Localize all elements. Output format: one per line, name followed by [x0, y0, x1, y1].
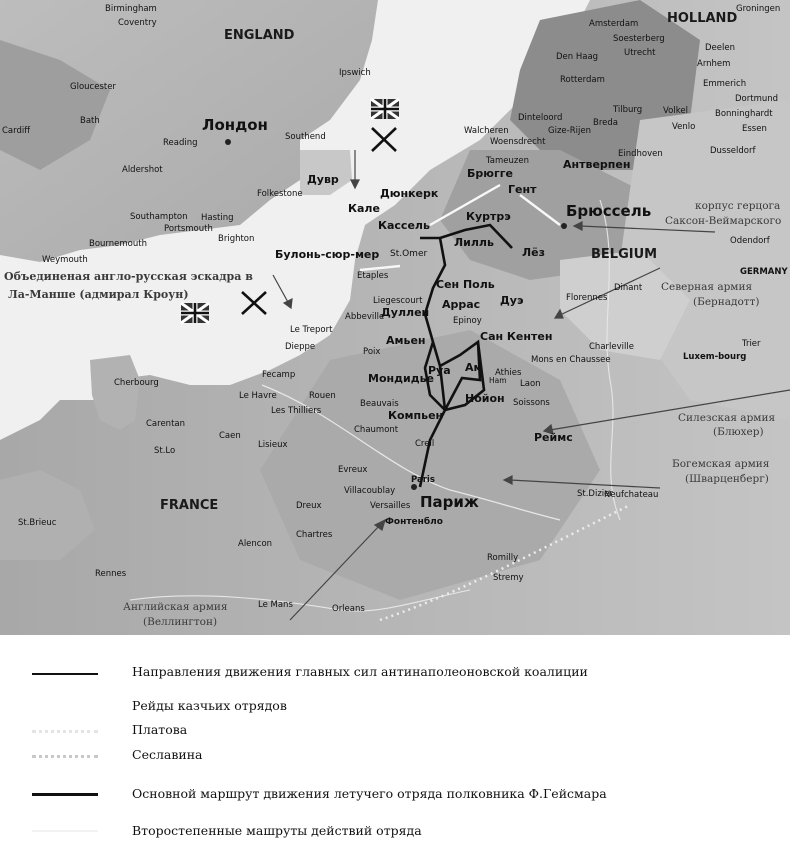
city-saintpol: Сен Поль	[436, 278, 495, 291]
city-small: Reading	[163, 138, 198, 148]
city-reims: Реймс	[534, 431, 573, 444]
city-small: Dusseldorf	[710, 146, 756, 156]
legend	[0, 635, 790, 861]
english-label-line2: (Веллингтон)	[143, 616, 218, 628]
city-small: Villacoublay	[344, 486, 396, 496]
city-calais: Кале	[348, 202, 380, 215]
city-saintquentin: Сан Кентен	[480, 330, 553, 343]
city-small: Venlo	[672, 122, 696, 132]
city-montdidier: Мондидье	[368, 372, 434, 385]
city-lille: Лилль	[454, 236, 494, 249]
legend-text-secondary: Второстепенные машруты действий отряда	[132, 823, 422, 838]
city-small: Weymouth	[42, 255, 88, 265]
city-noyon: Нойон	[465, 392, 505, 405]
city-small: Laon	[520, 379, 541, 389]
city-small: Athies	[495, 368, 522, 378]
city-duez: Дуэ	[500, 294, 524, 307]
legend-text-platov: Платова	[132, 722, 188, 737]
north-label-line2: (Бернадотт)	[693, 296, 760, 308]
legend-text-geismar: Основной маршрут движения летучего отряда полковника Ф.Гейсмара	[132, 786, 607, 801]
english-label-line1: Английская армия	[123, 601, 228, 613]
city-small: Portsmouth	[164, 224, 213, 234]
city-am: Ам	[465, 361, 483, 374]
city-small: Mons en Chaussee	[531, 355, 611, 365]
city-small: Romilly	[487, 553, 519, 563]
city-small: Paris	[411, 475, 435, 485]
city-small: Lisieux	[258, 440, 288, 450]
city-small: Soissons	[513, 398, 550, 408]
city-small: Soesterberg	[613, 34, 665, 44]
union-flag-1	[371, 99, 399, 119]
country-france: FRANCE	[160, 498, 219, 513]
country-belgium: BELGIUM	[591, 247, 658, 262]
city-fontainebleau: Фонтенбло	[385, 517, 443, 527]
city-small: Epinoy	[453, 316, 482, 326]
city-small: Florennes	[566, 293, 608, 303]
city-cassel: Кассель	[378, 219, 430, 232]
city-small: Versailles	[370, 501, 411, 511]
city-small: Southend	[285, 132, 326, 142]
city-compiegne: Компьен	[388, 409, 444, 422]
city-small: Tameuzen	[486, 156, 529, 166]
city-boulogne: Булонь-сюр-мер	[275, 248, 380, 261]
city-small: Le Mans	[258, 600, 293, 610]
city-small: Caen	[219, 431, 241, 441]
city-small: Arnhem	[697, 59, 731, 69]
union-flag-2	[181, 303, 209, 323]
city-small: Luxem-bourg	[683, 352, 747, 362]
city-small: Rouen	[309, 391, 336, 401]
legend-text-main-forces: Направления движения главных сил антинаполеоновской коалиции	[132, 664, 588, 679]
city-small: Southampton	[130, 212, 188, 222]
city-small: Tilburg	[613, 105, 643, 115]
city-small: Dieppe	[285, 342, 316, 352]
country-holland: HOLLAND	[667, 11, 738, 26]
city-london: Лондон	[202, 116, 268, 134]
weimar-label-line1: корпус герцога	[695, 200, 781, 212]
north-label-line1: Северная армия	[661, 281, 753, 293]
city-small: Emmerich	[703, 79, 747, 89]
city-small: Charleville	[589, 342, 634, 352]
city-small: Amsterdam	[589, 19, 639, 29]
city-doullens: Дуллен	[381, 306, 430, 319]
city-small: St.Brieuc	[18, 518, 57, 528]
city-small: Alencon	[238, 539, 273, 549]
city-arras: Аррас	[442, 298, 481, 311]
city-small: Carentan	[146, 419, 185, 429]
city-small: Rotterdam	[560, 75, 605, 85]
city-small: Chartres	[296, 530, 333, 540]
city-lez: Лёз	[522, 246, 545, 259]
fleet-label-line2: Ла-Манше (адмирал Кроун)	[8, 288, 189, 301]
city-small: Rennes	[95, 569, 127, 579]
city-small: Creil	[415, 439, 435, 449]
city-small: Les Thilliers	[271, 406, 322, 416]
city-small: Essen	[742, 124, 767, 134]
city-small: Gloucester	[70, 82, 116, 92]
city-small: Liegescourt	[373, 296, 423, 306]
city-small: Poix	[363, 347, 381, 357]
city-small: Deelen	[705, 43, 735, 53]
city-small: Dortmund	[735, 94, 779, 104]
legend-sample-geismar	[32, 793, 98, 796]
city-small: Beauvais	[360, 399, 399, 409]
silesian-label-line2: (Блюхер)	[713, 426, 764, 438]
city-small: Orleans	[332, 604, 365, 614]
city-small: Folkestone	[257, 189, 303, 199]
city-small: Birmingham	[105, 4, 157, 14]
city-paris: Париж	[420, 493, 479, 511]
city-small: Woensdrecht	[490, 137, 546, 147]
city-small: St.Dizier	[577, 489, 613, 499]
country-england: ENGLAND	[224, 28, 295, 43]
city-small: Bonninghardt	[715, 109, 773, 119]
city-rua: Руа	[428, 364, 451, 377]
city-small: Volkel	[663, 106, 688, 116]
city-small: Le Treport	[290, 325, 333, 335]
city-small: Bournemouth	[89, 239, 147, 249]
city-small: Odendorf	[730, 236, 770, 246]
city-small: Hasting	[201, 213, 234, 223]
city-dunkirk: Дюнкерк	[380, 187, 439, 200]
city-brussels: Брюссель	[566, 202, 652, 220]
city-small: Coventry	[118, 18, 157, 28]
city-small: Dreux	[296, 501, 322, 511]
legend-text-seslavin: Сеславина	[132, 747, 203, 762]
brussels-dot	[561, 223, 567, 229]
city-small: Eindhoven	[618, 149, 663, 159]
city-small: Groningen	[736, 4, 781, 14]
legend-sample-main-forces	[32, 673, 98, 675]
city-small: Walcheren	[464, 126, 509, 136]
city-small: Stremy	[493, 573, 524, 583]
city-ghent: Гент	[508, 183, 537, 196]
fleet-label-line1: Объединеная англо-русская эскадра в	[4, 270, 253, 283]
city-small: Gize-Rijen	[548, 126, 591, 136]
city-small: Neufchateau	[604, 490, 659, 500]
country-germany: GERMANY	[740, 267, 788, 277]
city-small: Aldershot	[122, 165, 163, 175]
city-small: Dinant	[614, 283, 643, 293]
city-small: Cardiff	[2, 126, 31, 136]
city-small: Den Haag	[556, 52, 599, 62]
legend-text-cossack-raids: Рейды казчьих отрядов	[132, 698, 287, 713]
city-dover: Дувр	[307, 173, 339, 186]
city-small: Abbeville	[345, 312, 385, 322]
city-small: Etaples	[357, 271, 389, 281]
city-small: Fecamp	[262, 370, 296, 380]
city-stomer: St.Omer	[390, 249, 428, 259]
city-antwerp: Антверпен	[563, 158, 631, 171]
city-small: Chaumont	[354, 425, 399, 435]
london-dot	[225, 139, 231, 145]
legend-sample-secondary	[32, 830, 98, 832]
weimar-label-line2: Саксон-Веймарского	[665, 215, 782, 227]
city-small: Cherbourg	[114, 378, 159, 388]
city-small: Le Havre	[239, 391, 277, 401]
bohemian-label-line2: (Шварценберг)	[685, 473, 769, 485]
legend-sample-seslavin	[32, 755, 98, 758]
city-small: Brighton	[218, 234, 255, 244]
legend-sample-platov	[32, 730, 98, 733]
city-small: Ipswich	[339, 68, 371, 78]
city-small: Trier	[742, 339, 761, 349]
city-small: St.Lo	[154, 446, 176, 456]
city-small: Dinteloord	[518, 113, 563, 123]
city-amiens: Амьен	[386, 334, 426, 347]
city-small: Breda	[593, 118, 618, 128]
silesian-label-line1: Силезская армия	[678, 412, 776, 424]
city-courtrai: Куртрэ	[466, 210, 511, 223]
city-small: Ham	[489, 376, 507, 385]
city-small: Bath	[80, 116, 100, 126]
city-small: Utrecht	[624, 48, 656, 58]
city-bruges: Брюгге	[467, 167, 513, 180]
bohemian-label-line1: Богемская армия	[672, 458, 770, 470]
city-small: Evreux	[338, 465, 368, 475]
